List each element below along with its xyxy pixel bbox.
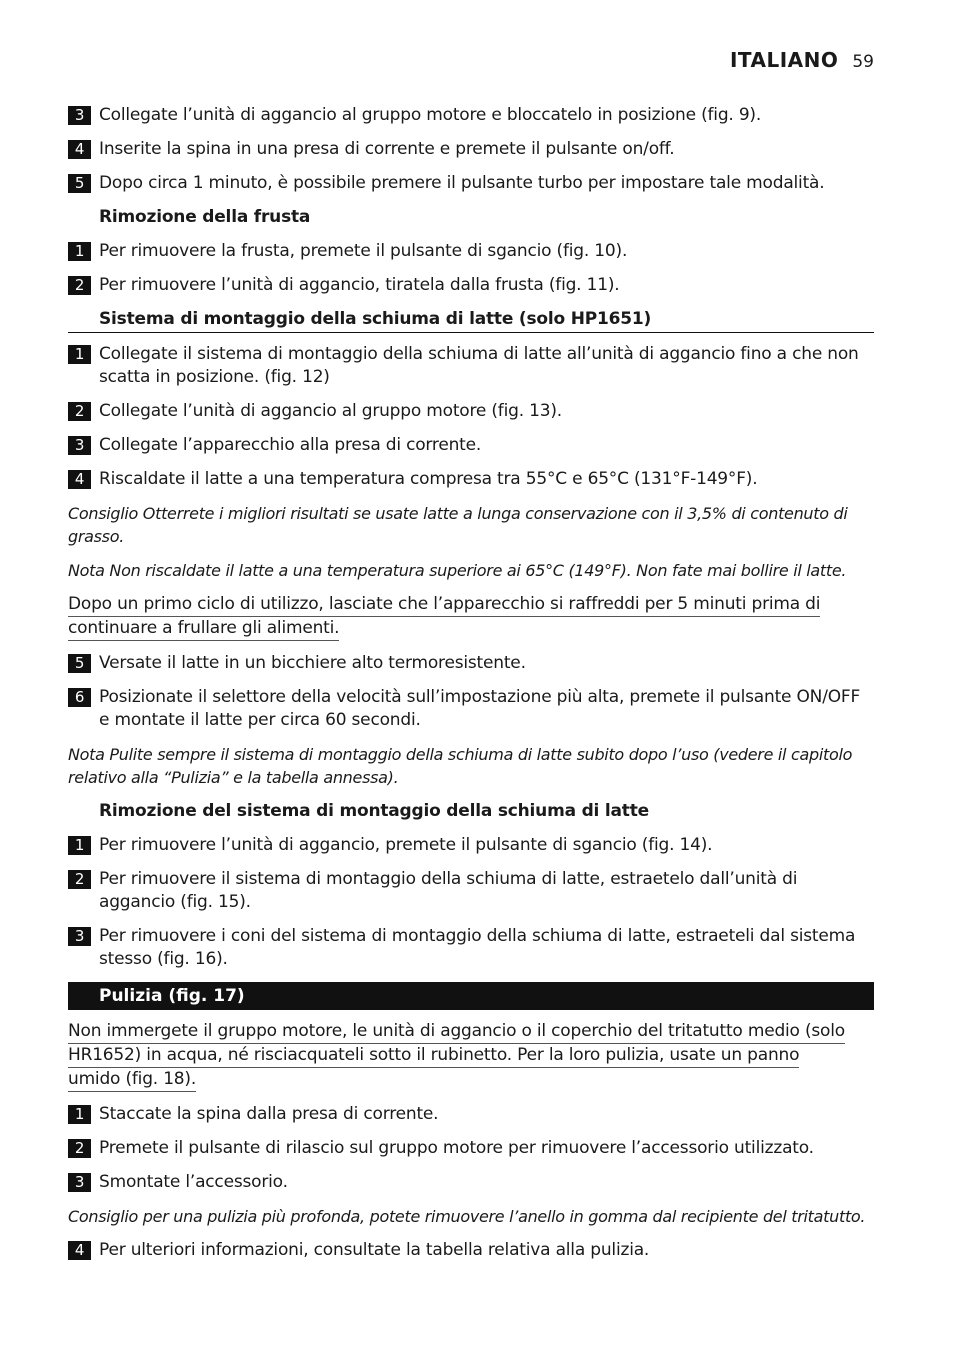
- section-subheading: Rimozione del sistema di montaggio della schiuma di latte: [99, 801, 649, 821]
- instruction-step: [68, 172, 874, 195]
- step-text: Per rimuovere il sistema di montaggio della schiuma di latte, estraetelo dall’unità di aggancio (fig. 15).: [99, 869, 798, 912]
- instruction-step: [68, 1137, 874, 1160]
- instruction-step: [68, 686, 874, 732]
- step-text: Collegate l’apparecchio alla presa di corrente.: [99, 435, 482, 455]
- warning-text: [68, 593, 874, 641]
- instruction-step: [68, 240, 874, 263]
- language-label: ITALIANO: [729, 48, 839, 72]
- step-text: Per rimuovere la frusta, premete il pulsante di sgancio (fig. 10).: [99, 241, 628, 261]
- step-text: Versate il latte in un bicchiere alto termoresistente.: [99, 653, 526, 673]
- step-number-badge: 3: [68, 106, 91, 125]
- step-text: Premete il pulsante di rilascio sul gruppo motore per rimuovere l’accessorio utilizzato.: [99, 1138, 814, 1158]
- page-header: [730, 48, 874, 72]
- instruction-step: [68, 468, 874, 491]
- step-text: Dopo circa 1 minuto, è possibile premere il pulsante turbo per impostare tale modalità.: [99, 173, 825, 193]
- step-number-badge: 1: [68, 345, 91, 364]
- step-number-badge: 5: [68, 174, 91, 193]
- note-text: Nota Non riscaldate il latte a una temperatura superiore ai 65°C (149°F). Non fate mai bollire il latte.: [68, 561, 847, 580]
- step-number-badge: 3: [68, 436, 91, 455]
- warning-line: Dopo un primo ciclo di utilizzo, lasciate che l’apparecchio si raffreddi per 5 minuti prima di: [68, 593, 820, 617]
- step-number-badge: 3: [68, 927, 91, 946]
- step-number-badge: 4: [68, 1241, 91, 1260]
- instruction-step: [68, 652, 874, 675]
- step-number-badge: 4: [68, 470, 91, 489]
- step-number-badge: 1: [68, 836, 91, 855]
- step-text: Inserite la spina in una presa di corrente e premete il pulsante on/off.: [99, 139, 675, 159]
- instruction-step: [68, 138, 874, 161]
- warning-line: HR1652) in acqua, né risciacquateli sotto il rubinetto. Per la loro pulizia, usate un panno: [68, 1044, 799, 1068]
- step-number-badge: 1: [68, 1105, 91, 1124]
- warning-line: umido (fig. 18).: [68, 1068, 196, 1092]
- step-number-badge: 2: [68, 276, 91, 295]
- warning-line: Non immergete il gruppo motore, le unità di aggancio o il coperchio del tritatutto medio (solo: [68, 1020, 845, 1044]
- step-number-badge: 4: [68, 140, 91, 159]
- note-text: Consiglio per una pulizia più profonda, potete rimuovere l’anello in gomma dal recipiente del tritatutto.: [68, 1207, 866, 1226]
- step-text: Collegate l’unità di aggancio al gruppo motore e bloccatelo in posizione (fig. 9).: [99, 105, 762, 125]
- step-text: Per rimuovere i coni del sistema di montaggio della schiuma di latte, estraeteli dal sistema stesso (fig. 16).: [99, 926, 856, 969]
- instruction-step: [68, 434, 874, 457]
- step-text: Per rimuovere l’unità di aggancio, premete il pulsante di sgancio (fig. 14).: [99, 835, 713, 855]
- page-content: [68, 104, 874, 1273]
- step-number-badge: 6: [68, 688, 91, 707]
- step-text: Per ulteriori informazioni, consultate la tabella relativa alla pulizia.: [99, 1240, 650, 1260]
- page-number: 59: [852, 52, 874, 72]
- step-number-badge: 1: [68, 242, 91, 261]
- instruction-step: [68, 1103, 874, 1126]
- step-number-badge: 3: [68, 1173, 91, 1192]
- instruction-step: [68, 1239, 874, 1262]
- instruction-step: [68, 1171, 874, 1194]
- step-text: Riscaldate il latte a una temperatura compresa tra 55°C e 65°C (131°F-149°F).: [99, 469, 758, 489]
- note-text: Nota Pulite sempre il sistema di montaggio della schiuma di latte subito dopo l’uso (vedere il capitolo relativo alla “Pulizia” e la tabella annessa).: [68, 745, 853, 787]
- step-text: Collegate l’unità di aggancio al gruppo motore (fig. 13).: [99, 401, 562, 421]
- step-text: Per rimuovere l’unità di aggancio, tiratela dalla frusta (fig. 11).: [99, 275, 620, 295]
- step-text: Posizionate il selettore della velocità sull’impostazione più alta, premete il pulsante ON/OFF e montate il latte per circa 60 secondi.: [99, 687, 861, 730]
- step-number-badge: 2: [68, 1139, 91, 1158]
- instruction-step: [68, 400, 874, 423]
- section-subheading: Sistema di montaggio della schiuma di latte (solo HP1651): [68, 308, 874, 333]
- section-heading-bar: Pulizia (fig. 17): [68, 982, 874, 1010]
- step-number-badge: 2: [68, 402, 91, 421]
- instruction-step: [68, 925, 874, 971]
- warning-text: [68, 1020, 874, 1092]
- step-text: Smontate l’accessorio.: [99, 1172, 288, 1192]
- instruction-step: [68, 868, 874, 914]
- step-text: Staccate la spina dalla presa di corrente.: [99, 1104, 439, 1124]
- instruction-step: [68, 274, 874, 297]
- section-subheading: Rimozione della frusta: [99, 207, 311, 227]
- step-text: Collegate il sistema di montaggio della schiuma di latte all’unità di aggancio fino a che non scatta in posizione. (fig. 12): [99, 344, 859, 387]
- note-text: Consiglio Otterrete i migliori risultati se usate latte a lunga conservazione con il 3,5% di contenuto di grasso.: [68, 504, 848, 546]
- instruction-step: [68, 343, 874, 389]
- instruction-step: [68, 834, 874, 857]
- step-number-badge: 2: [68, 870, 91, 889]
- warning-line: continuare a frullare gli alimenti.: [68, 617, 339, 641]
- instruction-step: [68, 104, 874, 127]
- step-number-badge: 5: [68, 654, 91, 673]
